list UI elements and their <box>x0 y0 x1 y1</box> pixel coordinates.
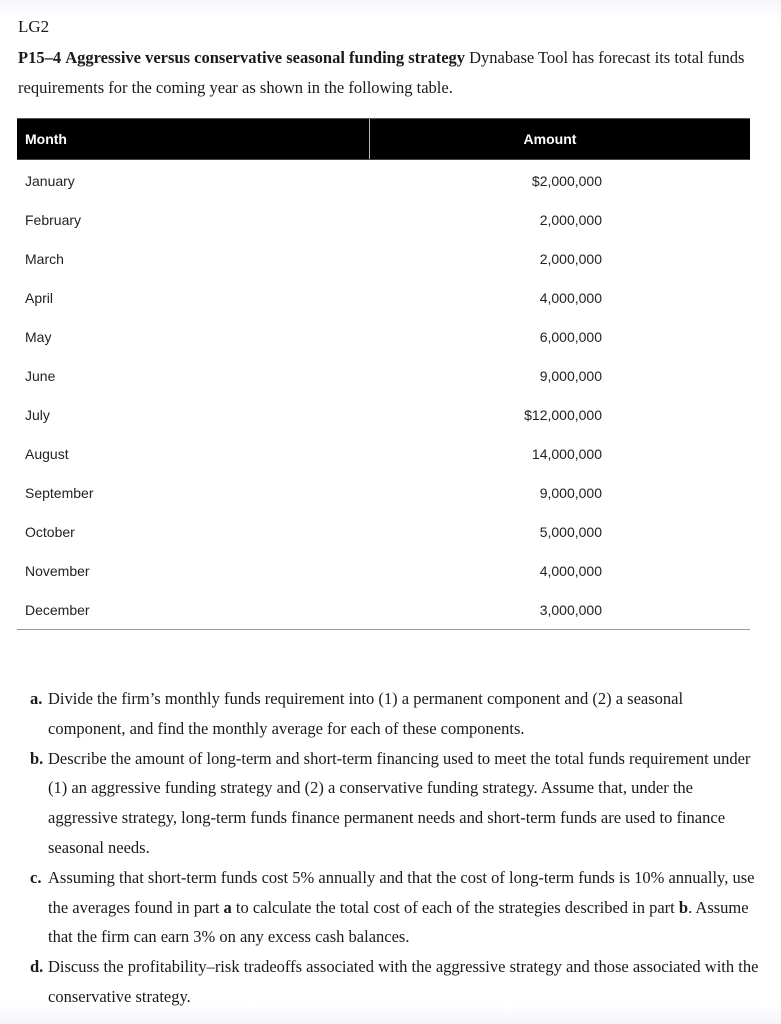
question-text-part: . Assume that the firm can earn 3% on any excess cash balances. <box>48 897 749 947</box>
table-row <box>17 551 750 590</box>
month-cell: February <box>25 211 82 228</box>
amount-cell: 3,000,000 <box>539 601 602 618</box>
amount-cell: 14,000,000 <box>531 445 602 462</box>
month-cell: March <box>25 250 64 267</box>
amount-cell: 4,000,000 <box>539 289 602 306</box>
month-cell: September <box>25 484 94 501</box>
month-cell: April <box>25 289 54 306</box>
month-cell: August <box>25 445 69 462</box>
month-cell: December <box>25 601 90 618</box>
funds-requirement-table <box>17 118 750 630</box>
part-reference: b <box>678 897 689 917</box>
month-cell: October <box>25 523 75 540</box>
part-reference: a <box>223 897 232 917</box>
question-text: Describe the amount of long-term and short-term financing used to meet the total funds requirement under (1) an aggressive funding strategy and (2) a conservative funding strategy. Assume that, under the aggressive strategy, long-term funds finance permanent needs and short-term funds are used to finance seasonal needs. <box>48 748 751 857</box>
amount-cell: 9,000,000 <box>539 484 602 501</box>
question-label: c. <box>30 867 42 887</box>
question-label: d. <box>30 957 44 977</box>
problem-intro <box>18 43 768 103</box>
question-text-part: to calculate the total cost of each of the strategies described in part <box>231 897 679 917</box>
amount-cell: 2,000,000 <box>539 211 602 228</box>
amount-cell: 2,000,000 <box>539 250 602 267</box>
table-row <box>17 356 750 395</box>
problem-intro-text: Dynabase Tool has forecast its total funds requirements for the coming year as shown in the following table. <box>18 48 745 97</box>
table-row <box>17 278 750 317</box>
month-cell: November <box>25 562 90 579</box>
table-row <box>17 434 750 473</box>
table-row <box>17 200 750 239</box>
month-cell: June <box>25 367 56 384</box>
month-cell: July <box>25 406 50 423</box>
problem-title: Aggressive versus conservative seasonal funding strategy <box>65 48 466 67</box>
table-row <box>17 395 750 434</box>
table-header <box>17 118 750 160</box>
amount-cell: $12,000,000 <box>524 406 602 423</box>
amount-cell: 4,000,000 <box>539 562 602 579</box>
amount-cell: 6,000,000 <box>539 328 602 345</box>
question-text <box>48 863 760 952</box>
table-body <box>17 160 750 629</box>
question-text: Divide the firm’s monthly funds requirement into (1) a permanent component and (2) a seasonal component, and find the monthly average for each of these components. <box>48 689 684 738</box>
table-row <box>17 590 750 629</box>
table-row <box>17 317 750 356</box>
amount-cell: 9,000,000 <box>539 367 602 384</box>
table-bottom-rule <box>17 629 750 630</box>
column-header-amount: Amount <box>523 131 577 147</box>
question-c <box>30 863 760 952</box>
amount-cell: $2,000,000 <box>531 172 602 189</box>
table-row <box>17 161 750 200</box>
question-label: b. <box>30 748 44 768</box>
problem-number: P15–4 <box>18 48 62 67</box>
learning-goal-label: LG2 <box>18 17 50 36</box>
question-b <box>30 744 760 863</box>
question-list <box>30 684 760 1012</box>
table-row <box>17 512 750 551</box>
amount-cell: 5,000,000 <box>539 523 602 540</box>
table-row <box>17 239 750 278</box>
column-header-month: Month <box>17 119 370 159</box>
question-text: Discuss the profitability–risk tradeoffs associated with the aggressive strategy and those associated with the conservative strategy. <box>48 957 759 1006</box>
question-text-part: Assuming that short-term funds cost 5% annually and that the cost of long-term funds is 10% annually, use the averages found in part <box>48 867 755 917</box>
question-label: a. <box>30 689 43 708</box>
question-a <box>30 684 760 744</box>
month-cell: May <box>25 328 52 345</box>
month-cell: January <box>25 172 75 189</box>
question-d <box>30 952 760 1012</box>
table-row <box>17 473 750 512</box>
